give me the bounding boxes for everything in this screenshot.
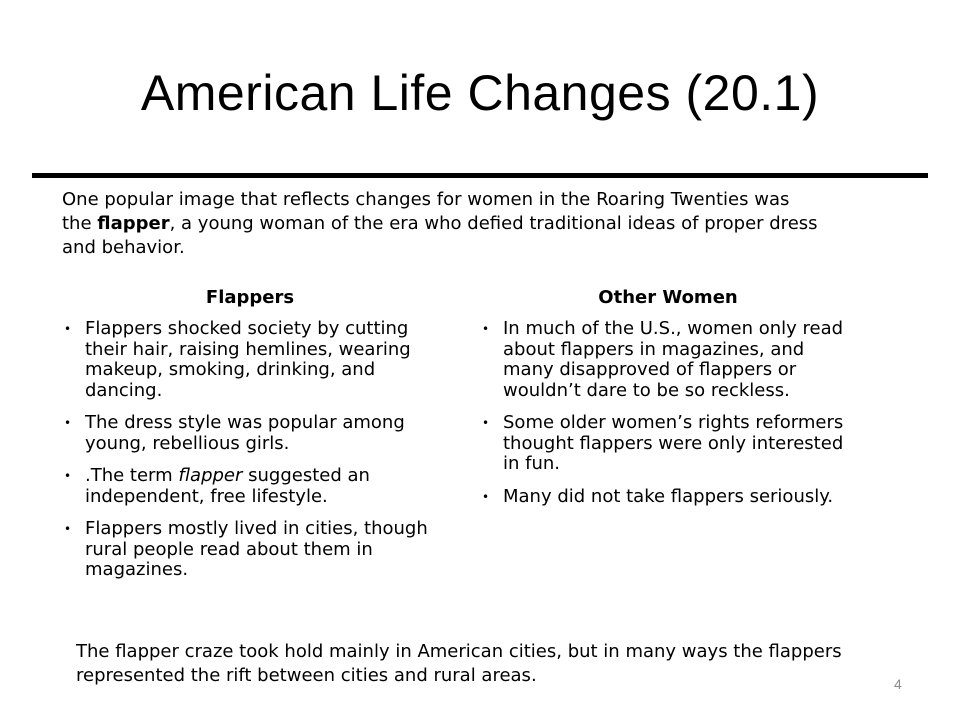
flappers-list	[60, 319, 440, 581]
other-women-heading: Other Women	[598, 287, 738, 308]
page-number: 4	[894, 676, 902, 692]
intro-text-end: , a young woman of the era who defied traditional ideas of proper dress and behavior.	[62, 213, 818, 258]
list-item-text-end: suggested an independent, free lifestyle.	[85, 465, 370, 507]
list-item-text: Flappers shocked society by cutting their hair, raising hemlines, wearing makeup, smoking, drinking, and dancing.	[85, 318, 411, 401]
other-women-list	[478, 319, 858, 507]
bullet-icon: •	[64, 416, 72, 430]
bullet-icon: •	[64, 469, 72, 483]
list-item	[60, 466, 440, 507]
bullet-icon: •	[482, 322, 490, 336]
list-item	[60, 413, 440, 454]
list-item-text: Many did not take flappers seriously.	[503, 485, 834, 507]
list-item	[60, 319, 440, 401]
list-item-text: Some older women’s rights reformers thought flappers were only interested in fun.	[503, 412, 844, 474]
flappers-column	[60, 285, 440, 593]
list-item-text: Flappers mostly lived in cities, though rural people read about them in magazines.	[85, 518, 428, 580]
list-item	[60, 519, 440, 581]
outro-paragraph: The flapper craze took hold mainly in American cities, but in many ways the flappers represented the rift between cities and rural areas.	[76, 641, 842, 686]
list-item	[478, 319, 858, 401]
list-item-italic-term: flapper	[178, 465, 243, 486]
list-item	[478, 413, 858, 475]
bullet-icon: •	[482, 416, 490, 430]
bullet-icon: •	[64, 322, 72, 336]
list-item-text-start: .The term	[85, 465, 179, 486]
intro-paragraph	[62, 188, 822, 260]
slide-title: American Life Changes (20.1)	[140, 65, 820, 121]
list-item	[478, 487, 858, 508]
intro-text-start: One popular image that reflects changes for women in the Roaring Twenties was the	[62, 189, 790, 234]
bullet-icon: •	[482, 489, 490, 504]
other-women-column	[478, 285, 858, 519]
flappers-heading: Flappers	[205, 287, 295, 308]
list-item-text: In much of the U.S., women only read about flappers in magazines, and many disapproved of flappers or wouldn’t dare to be so reckless.	[503, 318, 844, 401]
bullet-icon: •	[64, 522, 72, 536]
list-item-text: The dress style was popular among young, rebellious girls.	[85, 412, 405, 454]
title-divider	[32, 173, 928, 178]
intro-bold-term: flapper	[97, 213, 170, 234]
